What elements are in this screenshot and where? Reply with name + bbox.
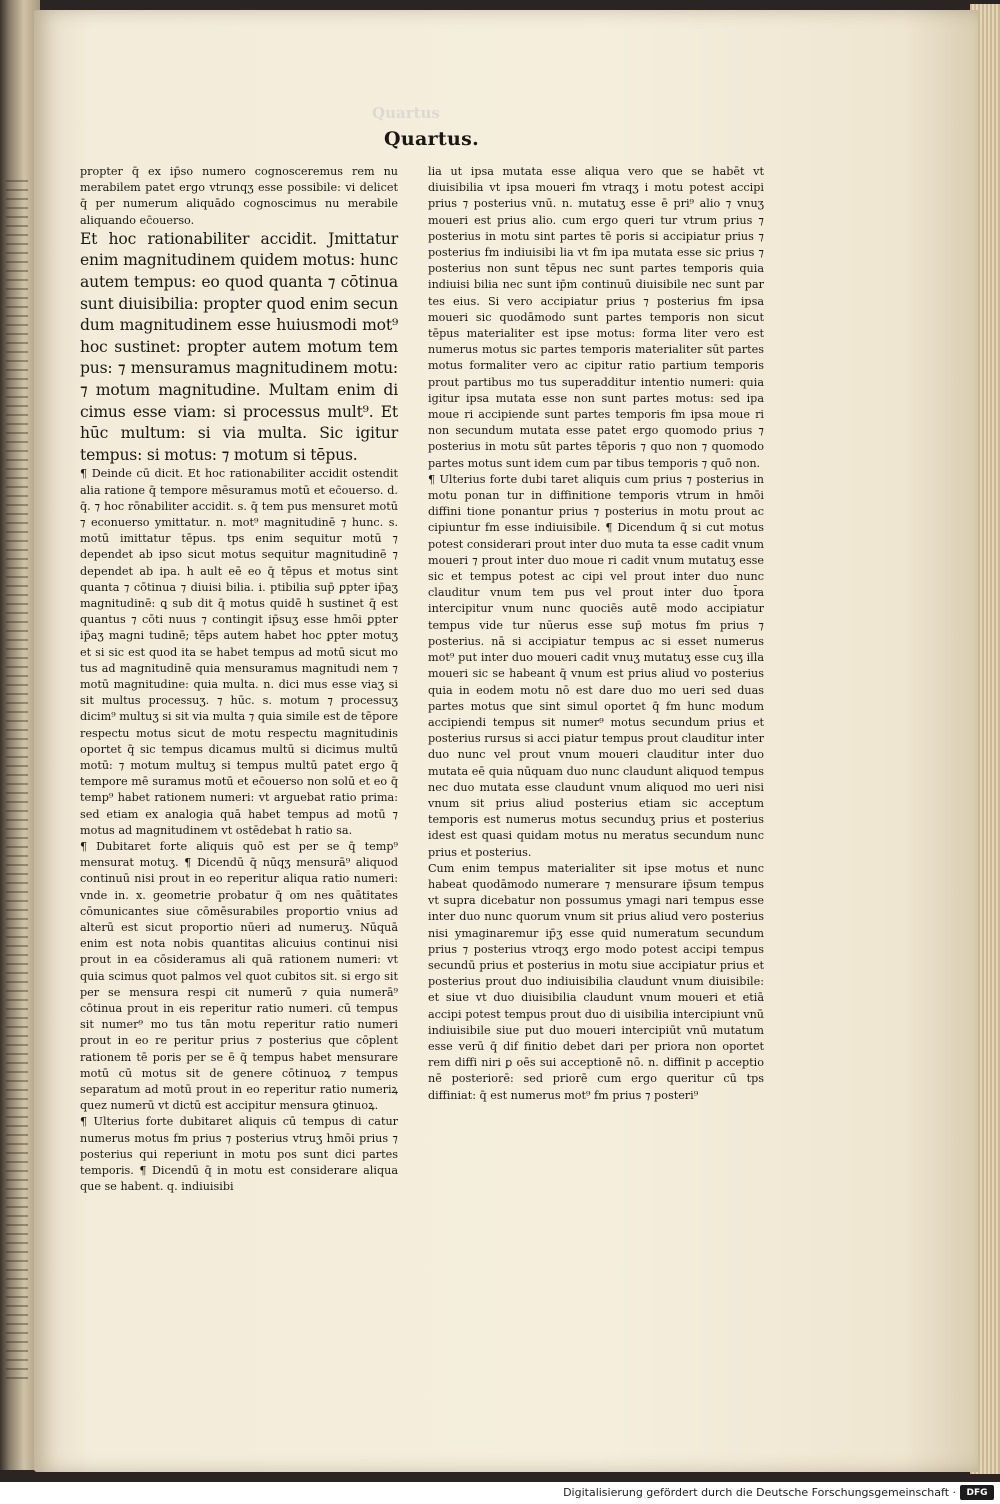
paragraph: propter q̄ ex ip̄so numero cognosceremus rem nu merabilem patet ergo vtrunqʒ esse possibile: vi delicet q̄ per numerum aliquādo cognoscimus nu merabile aliquando ec̄ouerso.: [80, 165, 398, 227]
dfg-logo: DFG: [960, 1485, 994, 1500]
commentary-paragraph: ¶ Deinde cū dicit. Et hoc rationabiliter accidit ostendit alia ratione q̄ tempore mēsuramus motū et ec̄ouerso. d. q̄. ⁊ hoc rōnabiliter accidit. s. q̄ tem pus mensuret motū ⁊ econuerso ymittatur. n. mot⁹ magnitudinē ⁊ hunc. s. motū imittatur tēpus. tps enim sequitur motū ⁊ dependet ab ipso sicut motus sequitur magnitudinē ⁊ dependet ab ipa. h ault eē eo q̄ tēpus et motus sint quanta ⁊ cōtinua ⁊ diuisi bilia. i. ptibilia sup̄ ꝑpter ip̄aʒ magnitudinē: ꝗ sub dit q̄ motus quidē h sustinet q̄ est quantus ⁊ cōti nuus ⁊ contingit ip̄suʒ esse hmōi ꝑpter ip̄aʒ magni tudinē; tēps autem habet hoc ꝑpter motuʒ et si sic est quod ita se habet tempus ad motū sicut mo tus ad magnitudinē quia mensuramus magnitudi nem ⁊ motū magnitudine: quia multa. n. dici mus esse viaʒ si sit multus processuʒ. ⁊ hūc. s. motum ⁊ processuʒ dicim⁹ multuʒ si sit via multa ⁊ quia simile est de tēpore respectu motus sicut de motu respectu magnitudinis oportet q̄ sic tempus dicamus multū si dicimus multū motū: ⁊ motum multuʒ si tempus multū patet ergo q̄ tempore mē suramus motū et ec̄ouerso non solū et eo q̄ temp⁹ habet rationem numeri: vt arguebat ratio prima: sed etiam ex analogia quā habet tempus ad motū ⁊ motus ad magnitudinem vt ostēdebat h ratio sa.: [80, 467, 398, 837]
commentary-paragraph: lia ut ipsa mutata esse aliqua vero que se habēt vt diuisibilia vt ipsa moueri fm vtraqʒ i motu potest accipi prius ⁊ posterius vnū. n. mutatuʒ esse ē pri⁹ alio ⁊ vnuʒ moueri est prius alio. cum ergo queri tur vtrum prius ⁊ posterius in motu sint partes tē poris si accipiatur prius ⁊ posterius fm indiuisibi lia vt fm ipa mutata esse sic prius ⁊ posterius non sunt tēpus nec sunt partes temporis quia indiuisi bilia nec sunt ip̄m continuū diuisibile nec sunt par tes eius. Si vero accipiatur prius ⁊ posterius fm ipsa moueri sic quodāmodo sunt partes temporis non sicut tēpus materialiter est ipse motus: forma liter vero est numerus motus sic partes temporis materialiter sūt partes motus formaliter vero ac cipitur ratio partium temporis prout partibus mo tus superadditur intentio numeri: quia igitur ipsa mutata esse non sunt partes motus: sed ipa moue ri accipiende sunt partes temporis fm ipsa moue ri non secundum mutata esse patet ergo quomodo prius ⁊ posterius in motu sūt partes tēporis ⁊ quo non ⁊ quomodo partes motus sunt idem cum par tibus temporis ⁊ quō non.: [428, 165, 764, 470]
funding-credit: Digitalisierung gefördert durch die Deutsche Forschungsgemeinschaft ·: [563, 1486, 956, 1499]
commentary-paragraph: ¶ Ulterius forte dubitaret aliquis cū tempus di catur numerus motus fm prius ⁊ posterius vtruʒ hmōi prius ⁊ posterius qui reperiunt in motu pos sunt dici partes temporis. ¶ Dicendū q̄ in motu est considerare aliqua que se habent. q. indiuisibi: [80, 1115, 398, 1194]
text-column-right: [428, 164, 764, 1104]
commentary-paragraph: ¶ Dubitaret forte aliquis quō est per se q̄ temp⁹ mensurat motuʒ. ¶ Dicendū q̄ nūqʒ mensurā⁹ aliquod continuū nisi prout in eo reperitur aliqua ratio numeri: vnde in. x. geometrie probatur q̄ om nes quātitates cōmunicantes siue cōmēsurabiles proportio vnius ad alterū est sicut proportio nūeri ad numeruʒ. Nūquā enim est nota nobis quantitas alicuius continui nisi prout in ea cōsideramus ali quā rationem numeri: vt quia scimus quot palmos vel quot cubitos sit. si ergo sit per se mensura respi cit numerū ⁊ quia numerā⁹ cōtinua prout in eis reperitur ratio numeri. cū tempus sit numer⁹ mo tus tān motu reperitur ratio numeri prout in eo re peritur prius ⁊ posterius que cōplent rationem tē poris per se ē q̄ tempus habet mensurare motū cū motus sit de genere cōtinuoꝝ ⁊ tempus separatum ad motū prout in eo reperitur ratio numeriꝝ quez numerū vt dictū est accipitur mensura ꝯtinuoꝝ.: [80, 840, 398, 1113]
bleed-through-text: Quartus: [372, 104, 440, 122]
running-head: Quartus.: [384, 128, 479, 150]
commentary-paragraph: ¶ Ulterius forte dubi taret aliquis cum prius ⁊ posterius in motu ponan tur in diffinitione temporis vtrum in hmōi diffini tione ponantur prius ⁊ posterius in motu prout ac cipiuntur fm esse indiuisibile. ¶ Dicendum q̄ si cut motus potest considerari prout inter duo muta ta esse cadit vnum moueri ⁊ prout inter duo moue ri cadit vnum mutatuʒ esse sic et tempus potest ac cipi vel prout inter duo nunc clauditur vnum tem pus vel prout inter duo t̄pora intercipitur vnum nunc quociēs autē modo accipiatur tempus vide tur nūerus esse sup̄ motus fm prius ⁊ posterius. nā si accipiatur tempus ac si esset numerus mot⁹ put inter duo moueri cadit vnuʒ mutatuʒ esse cuʒ illa moueri sic se habeant q̄ vnum est prius aliud vo posterius quia in eodem motu nō est dare duo mo ueri sed duas partes motus que sint simul oportet q̄ fm hunc modum accipiendi tempus sit numer⁹ motus secundum prius et posterius rursus si acci piatur tempus prout clauditur inter duo nunc vel prout vnum moueri clauditur inter duo mutata eē quia nūquam duo nunc claudunt aliquod tempus nec duo mutata esse claudunt vnum aliquod mo ueri nisi vnum sit prius aliud posterius etiam sic acceptum temporis est numerus motus secunduʒ prius et posterius idest est quasi quidam motus nu meratus secundum nunc prius et posterius.: [428, 472, 764, 859]
left-page-edge-lines: [6, 180, 28, 1380]
text-column-left: [80, 164, 398, 1195]
commentary-paragraph: Cum enim tempus materialiter sit ipse motus et nunc habeat quodāmodo numerare ⁊ mensurare ip̄sum tempus vt supra dicebatur non possumus ymagi nari tempus esse inter duo nunc quorum vnum sit prius aliud vero posterius nisi ymaginaremur ip̄ʒ esse quid numeratum secundum prius ⁊ posterius vtroqʒ ergo modo potest accipi tempus secundū prius et posterius in motu siue accipiatur prius et posterius prout duo indiuisibilia claudunt vnum diuisibile: et siue vt duo diuisibilia claudunt vnum moueri et etiā accipi potest tempus prout duo di uisibilia intercipiunt vnū indiuisibile siue put duo moueri intercipiūt vnū mutatum esse verū q̄ dif finitio debet dari per priora non oportet rem diffi niri ꝑ oēs sui acceptionē nō. n. diffinit p acceptio nē posteriorē: sed priorē cum ergo queritur cū tps diffiniat: q̄ est numerus mot⁹ fm prius ⁊ posteri⁹: [428, 861, 764, 1102]
aristotle-text-block: Et hoc rationabiliter accidit. Jmittatur enim magnitudinem quidem motus: hunc autem tempus: eo quod quanta ⁊ cōtinua sunt diuisibilia: propter quod enim secun dum magnitudinem esse huiusmodi mot⁹ hoc sustinet: propter autem motum tem pus: ⁊ mensuramus magnitudinem motu: ⁊ motum magnitudine. Multam enim di cimus esse viam: si processus mult⁹. Et hūc multum: si via multa. Sic igitur tempus: si motus: ⁊ motum si tēpus.: [80, 229, 398, 464]
